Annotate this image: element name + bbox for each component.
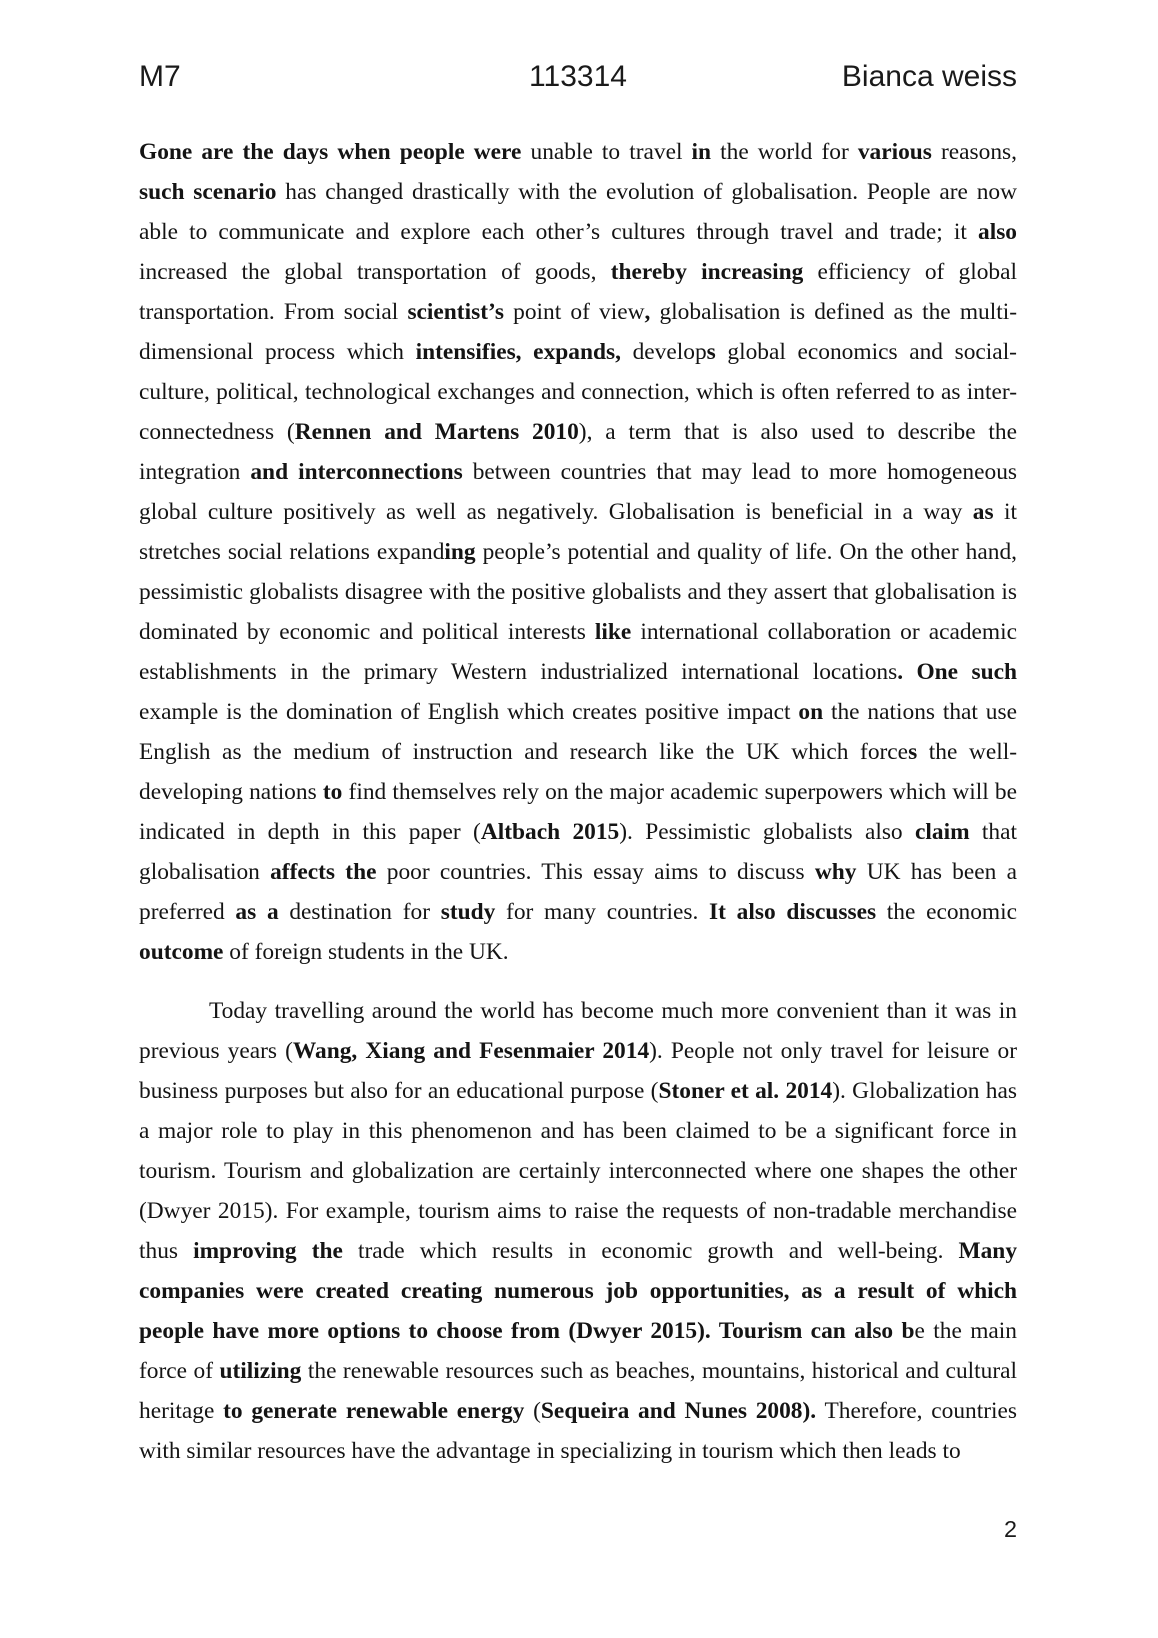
text-line: a major role to play in this phenomenon and has been claimed to be a significant force in [139,1118,1017,1144]
text-line: stretches social relations expanding people’s potential and quality of life. On the other hand, [139,539,1017,565]
header-left-text: M7 [139,60,181,93]
document-body [139,132,1017,1471]
text-line: example is the domination of English which creates positive impact on the nations that use [139,699,1017,725]
text-line: dominated by economic and political interests like international collaboration or academic [139,619,1017,645]
text-line: establishments in the primary Western industrialized international locations. One such [139,659,1017,685]
text-line: Today travelling around the world has become much more convenient than it was in [209,998,1017,1024]
text-line: previous years (Wang, Xiang and Fesenmaier 2014). People not only travel for leisure or [139,1038,1017,1064]
text-line: tourism. Tourism and globalization are certainly interconnected where one shapes the other [139,1158,1017,1184]
text-line: integration and interconnections between countries that may lead to more homogeneous [139,459,1017,485]
text-line: companies were created creating numerous job opportunities, as a result of which [139,1278,1017,1304]
text-line: global culture positively as well as negatively. Globalisation is beneficial in a way as it [139,499,1017,525]
header-center-text: 113314 [529,60,627,93]
page-number: 2 [1003,1516,1017,1542]
text-line: developing nations to find themselves rely on the major academic superpowers which will be [139,779,1017,805]
text-line: connectedness (Rennen and Martens 2010), a term that is also used to describe the [139,419,1017,445]
text-line: transportation. From social scientist’s point of view, globalisation is defined as the multi- [139,299,1017,325]
text-line: Gone are the days when people were unable to travel in the world for various reasons, [139,139,1017,165]
text-line: people have more options to choose from (Dwyer 2015). Tourism can also be the main [139,1318,1017,1344]
text-line: with similar resources have the advantage in specializing in tourism which then leads to [139,1438,961,1464]
text-line: culture, political, technological exchanges and connection, which is often referred to as inter- [139,379,1017,405]
text-line: business purposes but also for an educational purpose (Stoner et al. 2014). Globalization has [139,1078,1017,1104]
page-footer [1004,1515,1017,1543]
text-line: thus improving the trade which results in economic growth and well-being. Many [139,1238,1018,1264]
text-line: such scenario has changed drastically with the evolution of globalisation. People are now [139,179,1017,205]
page-header [139,60,1017,94]
text-line: globalisation affects the poor countries. This essay aims to discuss why UK has been a [139,859,1017,885]
text-line: force of utilizing the renewable resources such as beaches, mountains, historical and cultural [139,1358,1018,1384]
text-line: dimensional process which intensifies, expands, develops global economics and social- [139,339,1017,365]
header-right-text: Bianca weiss [841,60,1017,93]
paragraph [139,132,1017,972]
text-line: preferred as a destination for study for many countries. It also discusses the economic [139,899,1018,925]
text-line: (Dwyer 2015). For example, tourism aims to raise the requests of non-tradable merchandise [139,1198,1017,1224]
text-line: heritage to generate renewable energy (Sequeira and Nunes 2008). Therefore, countries [139,1398,1018,1424]
text-line: indicated in depth in this paper (Altbach 2015). Pessimistic globalists also claim that [139,819,1018,845]
text-line: increased the global transportation of goods, thereby increasing efficiency of global [139,259,1017,285]
text-line: pessimistic globalists disagree with the positive globalists and they assert that globalisation is [139,579,1017,605]
text-line: able to communicate and explore each other’s cultures through travel and trade; it also [139,219,1017,245]
paragraph [139,991,1017,1471]
text-line: English as the medium of instruction and research like the UK which forces the well- [139,739,1017,765]
text-line: outcome of foreign students in the UK. [139,939,509,965]
